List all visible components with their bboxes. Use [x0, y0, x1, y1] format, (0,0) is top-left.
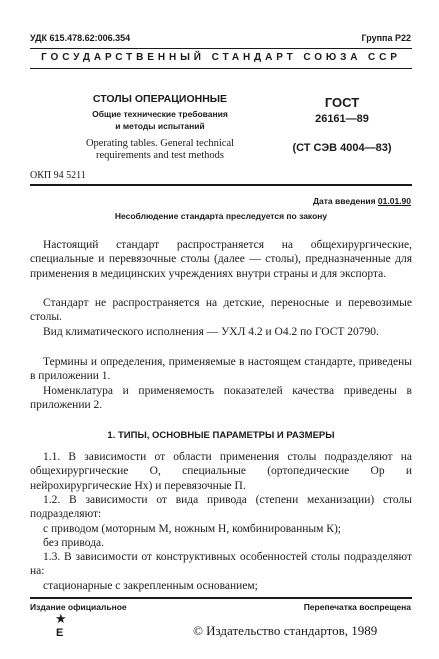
subtitle-ru-1: Общие технические требования — [92, 109, 228, 119]
title-ru: СТОЛЫ ОПЕРАЦИОННЫЕ — [92, 93, 228, 105]
gost-number: 26161—89 — [315, 113, 369, 125]
paragraph-scope: Настоящий стандарт распространяется на общехирургические, специальные и перевязочные столы (далее — столы), предназначенные для применения в медицинских учреждениях внутри страны и для экспорта. — [30, 239, 412, 280]
gost-label: ГОСТ — [324, 95, 360, 110]
udk-code: УДК 615.478.62:006.354 — [30, 33, 131, 43]
violation-notice: Несоблюдение стандарта преследуется по закону — [114, 211, 328, 221]
copyright-line — [193, 623, 377, 639]
paragraph-climate: Вид климатического исполнения — УХЛ 4.2 и О4.2 по ГОСТ 20790. — [43, 326, 379, 338]
effective-date-value: 01.01.90 — [377, 196, 411, 206]
header-rule-bottom — [30, 68, 412, 69]
reprint-prohibited: Перепечатка воспрещена — [303, 602, 411, 612]
state-standard-heading: ГОСУДАРСТВЕННЫЙ СТАНДАРТ СОЮЗА ССР — [41, 52, 401, 63]
official-edition: Издание официальное — [30, 602, 127, 612]
clause-1-1: 1.1. В зависимости от области применения столы подразделяют на общехирургические О, специальные (ортопедические Ор и нейрохирургические Нх) и перевязочные П. — [30, 451, 412, 492]
clause-1-3: 1.3. В зависимости от конструктивных особенностей столы подразделяют на: — [30, 551, 412, 578]
paragraph-terms: Термины и определения, применяемые в настоящем стандарте, приведены в приложении 1. — [30, 356, 412, 383]
subtitle-ru-2: и методы испытаний — [115, 121, 205, 131]
group-code: Группа Р22 — [361, 33, 411, 43]
title-en-2: requirements and test methods — [95, 150, 224, 161]
paragraph-exclusions: Стандарт не распространяется на детские, переносные и перевозимые столы. — [30, 297, 412, 324]
header-rule-top — [30, 48, 412, 49]
star-icon: ★ — [55, 611, 67, 626]
effective-date-label: Дата введения — [312, 196, 376, 206]
footer-rule — [30, 597, 412, 599]
copyright-icon: © — [193, 623, 203, 638]
clause-1-2: 1.2. В зависимости от вида привода (степени механизации) столы подразделяют: — [30, 494, 412, 521]
okp-code: ОКП 94 5211 — [30, 170, 86, 181]
effective-date — [313, 196, 411, 206]
clause-1-2-a: с приводом (моторным М, ножным Н, комбинированным К); — [43, 523, 341, 535]
section-heading: 1. ТИПЫ, ОСНОВНЫЕ ПАРАМЕТРЫ И РАЗМЕРЫ — [107, 430, 335, 441]
clause-1-3-a: стационарные с закрепленным основанием; — [43, 580, 258, 592]
clause-1-2-b: без привода. — [43, 537, 105, 549]
title-block-rule — [30, 184, 412, 186]
st-sev-number: (СТ СЭВ 4004—83) — [292, 142, 392, 154]
edition-letter: Е — [56, 627, 64, 639]
paragraph-nomenclature: Номенклатура и применяемость показателей качества приведены в приложении 2. — [30, 385, 412, 412]
publisher-text: Издательство стандартов, 1989 — [206, 623, 378, 638]
title-en-1: Operating tables. General technical — [85, 138, 235, 149]
